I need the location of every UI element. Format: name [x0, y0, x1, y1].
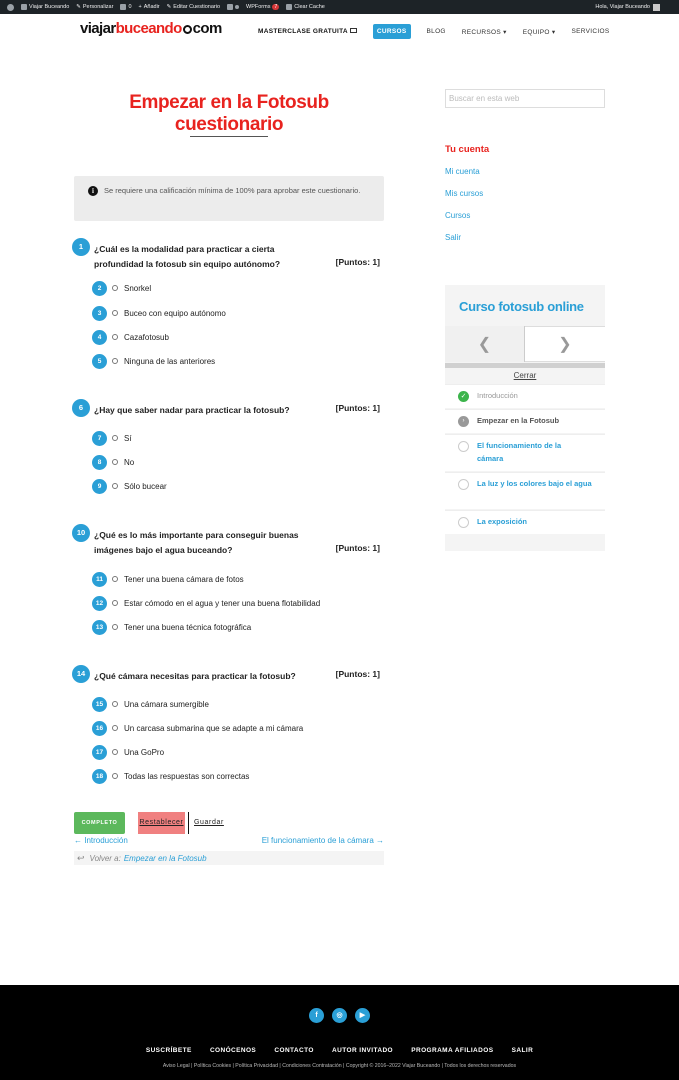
- yoast-icon: [227, 4, 233, 10]
- nav-masterclase[interactable]: MASTERCLASE GRATUITA: [258, 28, 357, 35]
- footer-nav: [0, 1047, 679, 1054]
- radio-button[interactable]: [112, 701, 118, 707]
- lesson-item[interactable]: › Empezar en la Fotosub: [445, 409, 605, 433]
- info-icon: i: [88, 186, 98, 196]
- wordpress-logo-icon[interactable]: [7, 4, 14, 11]
- answer-option[interactable]: 5 Ninguna de las anteriores: [92, 353, 215, 369]
- facebook-icon[interactable]: f: [309, 1008, 324, 1023]
- admin-customize-link[interactable]: ✎ Personalizar: [76, 4, 114, 10]
- logo-dot-icon: [183, 25, 192, 34]
- cache-icon: [286, 4, 292, 10]
- home-icon: [21, 4, 27, 10]
- previous-lesson-link[interactable]: ← Introducción: [74, 836, 128, 845]
- reset-button[interactable]: Restablecer: [138, 812, 185, 834]
- admin-wpforms-link[interactable]: WPForms 7: [246, 4, 278, 10]
- passing-grade-notice: i Se requiere una calificación mínima de 100% para aprobar este cuestionario.: [74, 176, 384, 221]
- radio-button[interactable]: [112, 358, 118, 364]
- search-input[interactable]: Buscar en esta web: [445, 89, 605, 108]
- answer-option[interactable]: 8 No: [92, 454, 134, 470]
- answer-option[interactable]: 7 Sí: [92, 430, 132, 446]
- youtube-icon[interactable]: ▶: [355, 1008, 370, 1023]
- lesson-item[interactable]: ✓ Introducción: [445, 384, 605, 408]
- brush-icon: ✎: [76, 4, 81, 10]
- button-divider: [188, 812, 189, 834]
- question-number: 1: [72, 238, 90, 256]
- lesson-item[interactable]: La luz y los colores bajo el agua: [445, 472, 605, 509]
- mail-icon: [350, 28, 357, 33]
- admin-add-new-link[interactable]: + Añadir: [138, 4, 160, 10]
- question-points: [Puntos: 1]: [335, 669, 380, 679]
- quiz-question: [72, 524, 384, 636]
- back-to-lesson-bar: ↩ Volver a: Empezar en la Fotosub: [74, 851, 384, 865]
- lesson-item[interactable]: La exposición: [445, 510, 605, 534]
- answer-option[interactable]: 12 Estar cómodo en el agua y tener una buena flotabilidad: [92, 595, 320, 611]
- course-progress-bar: [445, 363, 605, 368]
- save-button[interactable]: Guardar: [194, 819, 224, 826]
- check-circle-icon: ✓: [458, 391, 469, 402]
- account-link-salir[interactable]: Salir: [445, 233, 462, 242]
- answer-option[interactable]: 3 Buceo con equipo autónomo: [92, 305, 226, 321]
- site-logo[interactable]: viajarbuceando com: [80, 20, 222, 37]
- question-text: ¿Qué cámara necesitas para practicar la fotosub?: [94, 671, 296, 681]
- footer-link-conocenos[interactable]: CONÓCENOS: [209, 1047, 257, 1054]
- avatar: [653, 4, 660, 11]
- answer-option[interactable]: 11 Tener una buena cámara de fotos: [92, 571, 244, 587]
- answer-option[interactable]: 4 Cazafotosub: [92, 329, 169, 345]
- nav-blog[interactable]: BLOG: [426, 28, 446, 35]
- quiz-question: [72, 665, 384, 786]
- radio-button[interactable]: [112, 435, 118, 441]
- chevron-right-icon[interactable]: ❯: [525, 326, 605, 362]
- radio-button[interactable]: [112, 459, 118, 465]
- site-footer: [0, 985, 679, 1080]
- page-title: Empezar en la Fotosub cuestionario: [129, 92, 329, 135]
- back-to-lesson-link[interactable]: Empezar en la Fotosub: [123, 853, 207, 863]
- empty-circle-icon: [458, 517, 469, 528]
- answer-option[interactable]: 16 Un carcasa submarina que se adapte a mi cámara: [92, 720, 303, 736]
- chevron-left-icon[interactable]: ❮: [445, 326, 525, 362]
- account-link-cursos[interactable]: Cursos: [445, 211, 471, 220]
- answer-option[interactable]: 17 Una GoPro: [92, 744, 164, 760]
- radio-button[interactable]: [112, 285, 118, 291]
- footer-link-autor-invitado[interactable]: AUTOR INVITADO: [332, 1047, 394, 1054]
- account-heading: Tu cuenta: [445, 144, 490, 155]
- quiz-question: [72, 399, 384, 495]
- admin-clear-cache-link[interactable]: Clear Cache: [286, 4, 325, 10]
- question-number: 10: [72, 524, 90, 542]
- question-number: 14: [72, 665, 90, 683]
- radio-button[interactable]: [112, 576, 118, 582]
- radio-button[interactable]: [112, 310, 118, 316]
- footer-legal: Aviso Legal | Política Cookies | Política Privacidad | Condiciones Contratación | Copyright © 2016–2022 Viajar Buceando | Todos los derechos reservados: [162, 1063, 517, 1069]
- course-navigation-widget: [445, 285, 605, 551]
- answer-option[interactable]: 15 Una cámara sumergible: [92, 696, 209, 712]
- account-link-mis-cursos[interactable]: Mis cursos: [445, 189, 484, 198]
- answer-option[interactable]: 13 Tener una buena técnica fotográfica: [92, 619, 251, 635]
- instagram-icon[interactable]: ◎: [332, 1008, 347, 1023]
- nav-servicios[interactable]: SERVICIOS: [571, 28, 610, 35]
- radio-button[interactable]: [112, 483, 118, 489]
- admin-edit-link[interactable]: ✎ Editar Cuestionario: [166, 4, 221, 10]
- answer-option[interactable]: 2 Snorkel: [92, 280, 151, 296]
- admin-comments-link[interactable]: 0: [120, 4, 131, 10]
- comment-icon: [120, 4, 126, 10]
- nav-recursos[interactable]: RECURSOS ▾: [461, 28, 507, 36]
- question-points: [Puntos: 1]: [335, 257, 380, 267]
- footer-link-suscribete[interactable]: SUSCRÍBETE: [145, 1047, 192, 1054]
- plus-icon: +: [138, 4, 142, 10]
- main-nav: [258, 24, 625, 39]
- lesson-carousel: [445, 326, 605, 362]
- answer-option[interactable]: 9 Sólo bucear: [92, 478, 167, 494]
- admin-bar: [0, 0, 679, 14]
- question-text: ¿Cuál es la modalidad para practicar a cierta profundidad la fotosub sin equipo autónomo?: [94, 244, 281, 269]
- question-text: ¿Qué es lo más importante para conseguir buenas imágenes bajo el agua buceando?: [94, 530, 299, 555]
- empty-circle-icon: [458, 441, 469, 452]
- lesson-item[interactable]: El funcionamiento de la cámara: [445, 434, 605, 471]
- footer-link-salir[interactable]: SALIR: [511, 1047, 534, 1054]
- pencil-icon: ✎: [166, 4, 172, 10]
- quiz-question: [72, 238, 384, 370]
- question-points: [Puntos: 1]: [335, 403, 380, 413]
- wpforms-badge: 7: [274, 4, 278, 10]
- question-text: ¿Hay que saber nadar para practicar la fotosub?: [94, 405, 290, 415]
- admin-yoast-icon[interactable]: [227, 4, 239, 10]
- radio-button[interactable]: [112, 600, 118, 606]
- question-points: [Puntos: 1]: [335, 543, 380, 553]
- radio-button[interactable]: [112, 773, 118, 779]
- status-dot-icon: [235, 5, 239, 9]
- radio-button[interactable]: [112, 749, 118, 755]
- footer-link-programa-afiliados[interactable]: PROGRAMA AFILIADOS: [411, 1047, 494, 1054]
- reply-arrow-icon: ↩: [77, 852, 85, 863]
- course-title[interactable]: Curso fotosub online: [459, 299, 584, 314]
- close-widget-link[interactable]: Cerrar: [513, 371, 537, 380]
- next-lesson-link[interactable]: El funcionamiento de la cámara →: [261, 836, 384, 845]
- question-number: 6: [72, 399, 90, 417]
- radio-button[interactable]: [112, 334, 118, 340]
- account-link-mi-cuenta[interactable]: Mi cuenta: [445, 167, 480, 176]
- nav-equipo[interactable]: EQUIPO ▾: [522, 28, 556, 36]
- title-divider: [190, 136, 268, 137]
- site-header: [0, 14, 679, 50]
- radio-button[interactable]: [112, 624, 118, 630]
- nav-cursos[interactable]: CURSOS: [373, 24, 411, 39]
- empty-circle-icon: [458, 479, 469, 490]
- complete-button[interactable]: COMPLETO: [74, 812, 125, 834]
- current-lesson-icon: ›: [458, 416, 469, 427]
- admin-site-link[interactable]: Viajar Buceando: [21, 4, 69, 10]
- footer-link-contacto[interactable]: CONTACTO: [274, 1047, 314, 1054]
- admin-account-menu[interactable]: Hola, Viajar Buceando: [595, 0, 660, 14]
- answer-option[interactable]: 18 Todas las respuestas son correctas: [92, 768, 249, 784]
- radio-button[interactable]: [112, 725, 118, 731]
